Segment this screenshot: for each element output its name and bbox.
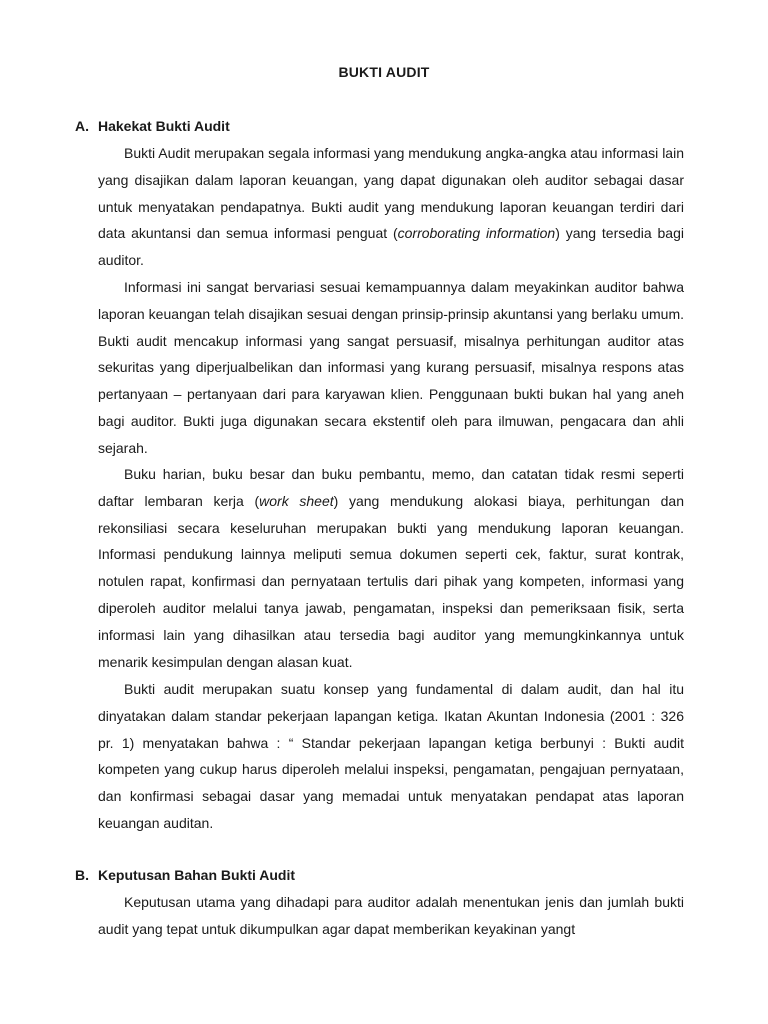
italic-term: corroborating information [397,225,556,242]
text-run: Keputusan utama yang dihadapi para auditor adalah menentukan jenis dan jumlah bukti audit yang tepat untuk dikumpulkan agar dapat memberikan keyakinan yangt [98,894,684,937]
paragraph [98,889,684,943]
paragraph [98,140,684,274]
section-a-letter: A. [75,118,89,134]
section-b-letter: B. [75,867,89,883]
italic-term: work sheet [259,492,334,509]
text-run: ) yang mendukung alokasi biaya, perhitungan dan rekonsiliasi secara keseluruhan merupakan bukti yang mendukung laporan keuangan. Informasi pendukung lainnya meliputi semua dokumen seperti cek, faktur, surat kontrak, notulen rapat, konfirmasi dan pernyataan tertulis dari pihak yang kompeten, informasi yang diperoleh auditor melalui tanya jawab, pengamatan, inspeksi dan pemeriksaan fisik, serta informasi lain yang dihasilkan atau tersedia bagi auditor yang memungkinkannya untuk menarik kesimpulan dengan alasan kuat. [98,492,684,670]
document-title: BUKTI AUDIT [338,64,430,80]
text-run: ) yang tersedia bagi auditor. [98,225,684,269]
section-a-heading [75,118,230,134]
text-run: Bukti Audit merupakan segala informasi yang mendukung angka-angka atau informasi lain yang disajikan dalam laporan keuangan, yang dapat digunakan oleh auditor sebagai dasar untuk menyatakan pendapatnya. Bukti audit yang mendukung laporan keuangan terdiri dari data akuntansi dan semua informasi penguat ( [98,145,684,242]
section-b-heading [75,867,295,883]
paragraph [98,676,684,837]
text-run: Buku harian, buku besar dan buku pembantu, memo, dan catatan tidak resmi seperti daftar lembaran kerja ( [98,466,684,509]
section-b-title: Keputusan Bahan Bukti Audit [98,867,296,883]
text-run: Informasi ini sangat bervariasi sesuai kemampuannya dalam meyakinkan auditor bahwa laporan keuangan telah disajikan sesuai dengan prinsip-prinsip akuntansi yang berlaku umum. Bukti audit mencakup informasi yang sangat persuasif, misalnya perhitungan auditor atas sekuritas yang diperjualbelikan dan informasi yang kurang persuasif, misalnya respons atas pertanyaan – pertanyaan dari para karyawan klien. Penggunaan bukti bukan hal yang aneh bagi auditor. Bukti juga digunakan secara ekstentif oleh para ilmuwan, pengacara dan ahli sejarah. [98,279,684,456]
paragraph [98,274,684,462]
section-a-title: Hakekat Bukti Audit [98,118,230,134]
text-run: Bukti audit merupakan suatu konsep yang fundamental di dalam audit, dan hal itu dinyatakan dalam standar pekerjaan lapangan ketiga. Ikatan Akuntan Indonesia (2001 : 326 pr. 1) menyatakan bahwa : “ Standar pekerjaan lapangan ketiga berbunyi : Bukti audit kompeten yang cukup harus diperoleh melalui inspeksi, pengamatan, pengajuan pernyataan, dan konfirmasi sebagai dasar yang memadai untuk menyatakan pendapat atas laporan keuangan auditan. [98,681,684,831]
paragraph [98,461,684,675]
